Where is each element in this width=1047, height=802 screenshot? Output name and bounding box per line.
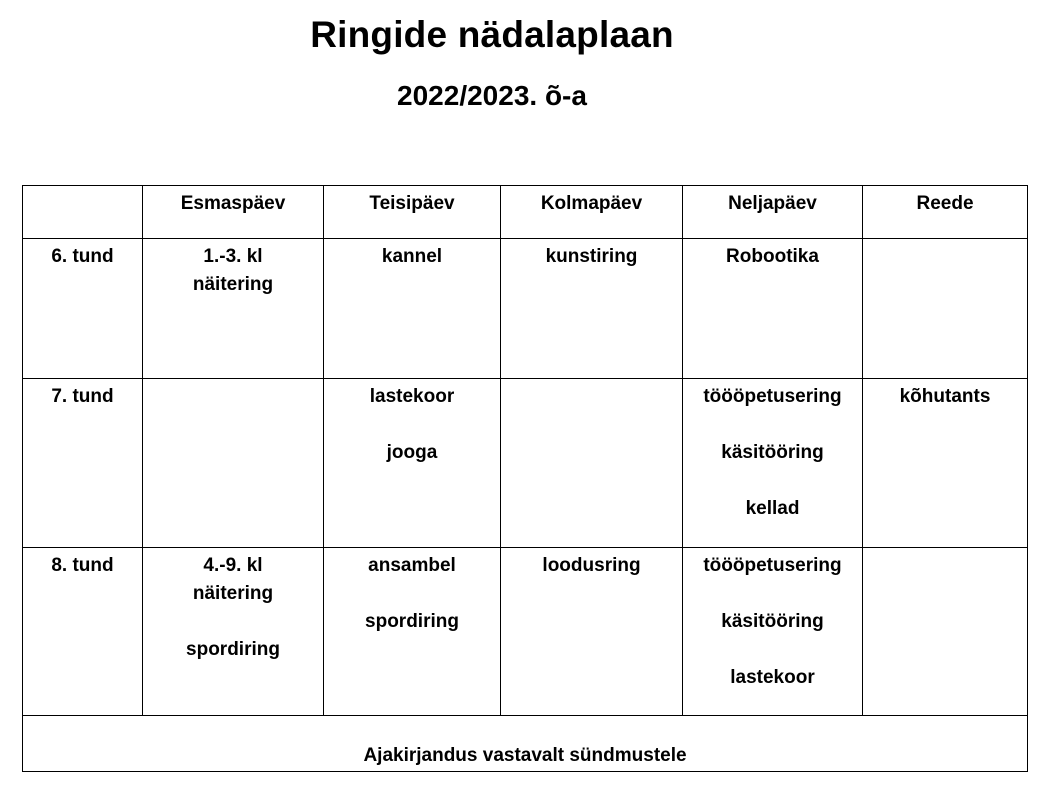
schedule-cell xyxy=(143,548,324,716)
activity: jooga xyxy=(386,442,438,463)
header-row xyxy=(23,186,1028,239)
schedule-cell xyxy=(324,548,501,716)
activity: näitering xyxy=(192,583,274,604)
activity: käsitööring xyxy=(721,611,824,632)
schedule-cell xyxy=(501,379,683,548)
schedule-cell xyxy=(683,239,863,379)
page-subtitle: 2022/2023. õ-a xyxy=(397,80,587,111)
schedule-cell xyxy=(143,379,324,548)
schedule-cell xyxy=(683,548,863,716)
footer-row xyxy=(23,716,1028,772)
lesson-row-7 xyxy=(23,379,1028,548)
schedule-cell xyxy=(863,239,1028,379)
lesson-label: 7. tund xyxy=(23,379,143,548)
activity: kõhutants xyxy=(899,386,991,407)
schedule-cell xyxy=(501,239,683,379)
corner-cell xyxy=(23,186,143,239)
lesson-label: 8. tund xyxy=(23,548,143,716)
activity: kellad xyxy=(745,498,800,519)
activity: loodusring xyxy=(542,555,641,576)
activity: lastekoor xyxy=(730,667,815,688)
footer-note: Ajakirjandus vastavalt sündmustele xyxy=(23,716,1028,772)
lesson-row-8 xyxy=(23,548,1028,716)
activity: spordiring xyxy=(186,639,280,660)
activity: lastekoor xyxy=(369,386,455,407)
schedule-cell xyxy=(324,379,501,548)
activity: spordiring xyxy=(365,611,459,632)
schedule-table xyxy=(22,185,1028,772)
page-title: Ringide nädalaplaan xyxy=(310,14,674,55)
schedule-cell xyxy=(324,239,501,379)
day-header-tuesday: Teisipäev xyxy=(324,186,501,239)
schedule-cell xyxy=(143,239,324,379)
activity: kannel xyxy=(381,246,443,267)
day-header-thursday: Neljapäev xyxy=(683,186,863,239)
schedule-cell xyxy=(863,548,1028,716)
activity: töööpetusering xyxy=(703,386,842,407)
schedule-cell xyxy=(501,548,683,716)
lesson-label: 6. tund xyxy=(23,239,143,379)
schedule-cell xyxy=(863,379,1028,548)
activity: kunstiring xyxy=(545,246,638,267)
day-header-friday: Reede xyxy=(863,186,1028,239)
activity: töööpetusering xyxy=(703,555,842,576)
activity: Robootika xyxy=(726,246,819,267)
schedule-cell xyxy=(683,379,863,548)
day-header-wednesday: Kolmapäev xyxy=(501,186,683,239)
activity: 1.-3. kl xyxy=(203,246,263,267)
lesson-row-6 xyxy=(23,239,1028,379)
day-header-monday: Esmaspäev xyxy=(143,186,324,239)
activity: 4.-9. kl xyxy=(203,555,263,576)
activity: näitering xyxy=(192,274,274,295)
activity: ansambel xyxy=(368,555,456,576)
activity: käsitööring xyxy=(721,442,824,463)
